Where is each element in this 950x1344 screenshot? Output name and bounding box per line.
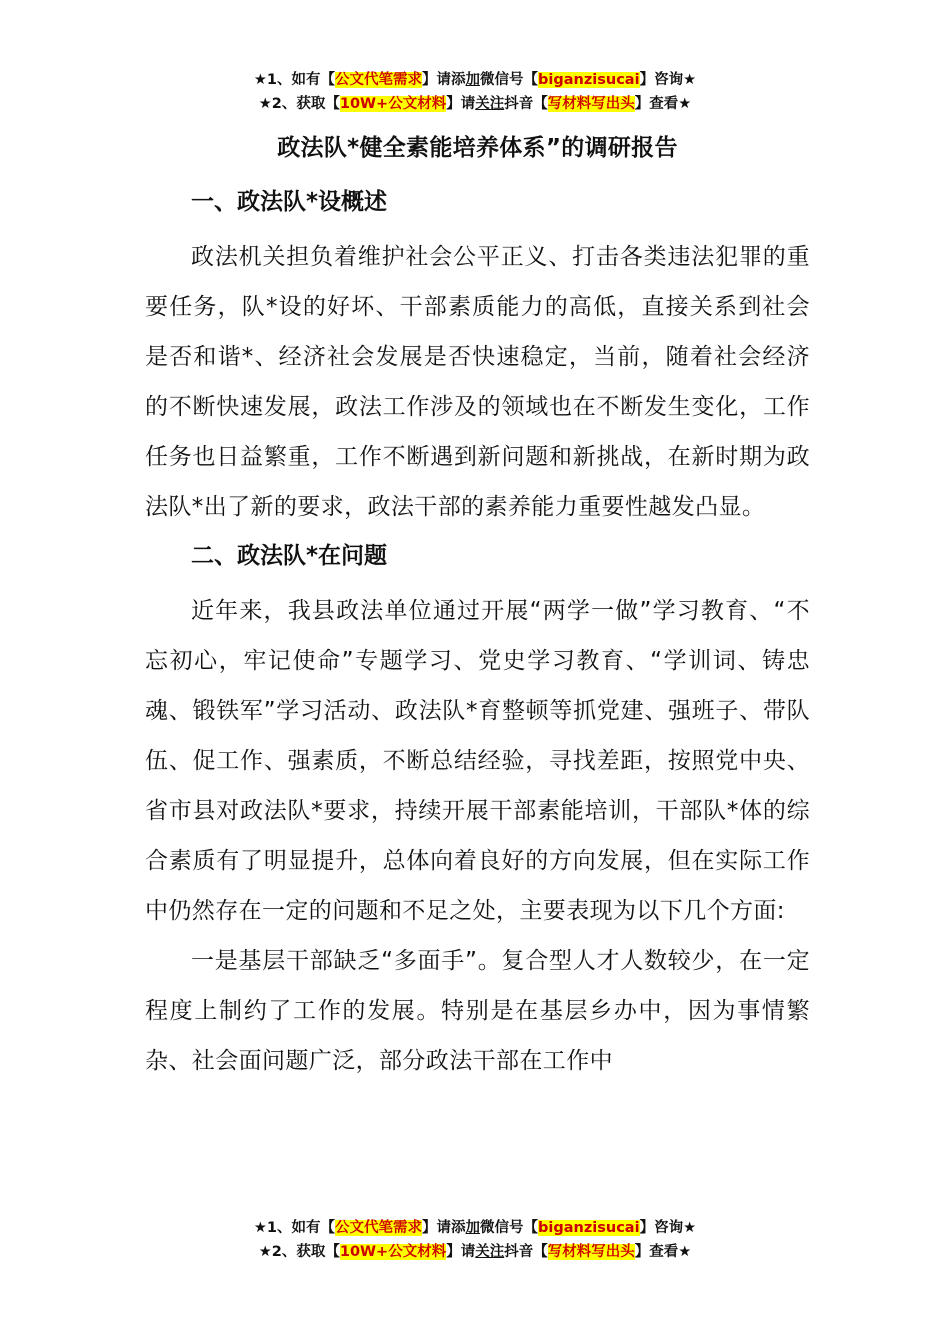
- banner-highlight: 公文代笔需求: [335, 1220, 423, 1236]
- banner-text: 微信号【: [480, 1220, 539, 1236]
- banner-text: 】查看★: [634, 1244, 692, 1260]
- banner-text: 】请添: [422, 72, 466, 88]
- banner-text: 抖音【: [504, 1244, 548, 1260]
- banner-highlight: biganzisucai: [538, 1220, 640, 1236]
- banner-underline: 加: [465, 1220, 481, 1236]
- banner-text: 】请: [446, 96, 476, 112]
- banner-text: ★1、如有【: [253, 72, 336, 88]
- banner-line-1: [0, 68, 950, 92]
- banner-text: 】查看★: [634, 96, 692, 112]
- banner-line-1: [0, 1216, 950, 1240]
- banner-text: 】咨询★: [639, 1220, 697, 1236]
- banner-highlight: 10W+公文材料: [339, 1244, 447, 1260]
- banner-text: 抖音【: [504, 96, 548, 112]
- header-banner: [0, 68, 950, 116]
- section-heading-2: 二、政法队*在问题: [191, 543, 388, 569]
- banner-text: ★2、获取【: [258, 1244, 340, 1260]
- document-title: 政法队*健全素能培养体系”的调研报告: [277, 135, 678, 161]
- banner-text: 】咨询★: [639, 72, 697, 88]
- banner-line-2: [0, 92, 950, 116]
- section-heading-1: 一、政法队*设概述: [191, 189, 388, 215]
- banner-highlight: 10W+公文材料: [339, 96, 447, 112]
- banner-text: ★1、如有【: [253, 1220, 336, 1236]
- banner-text: 】请添: [422, 1220, 466, 1236]
- banner-highlight: biganzisucai: [538, 72, 640, 88]
- banner-text: ★2、获取【: [258, 96, 340, 112]
- banner-line-2: [0, 1240, 950, 1264]
- banner-text: 】请: [446, 1244, 476, 1260]
- section-1-paragraph: 政法机关担负着维护社会公平正义、打击各类违法犯罪的重要任务，队*设的好坏、干部素质能力的高低，直接关系到社会是否和谐*、经济社会发展是否快速稳定，当前，随着社会经济的不断快速发展，政法工作涉及的领域也在不断发生变化，工作任务也日益繁重，工作不断遇到新问题和新挑战，在新时期为政法队*出了新的要求，政法干部的素养能力重要性越发凸显。: [145, 244, 810, 520]
- section-2-paragraph-1: 近年来，我县政法单位通过开展“两学一做”学习教育、“不忘初心，牢记使命”专题学习、党史学习教育、“学训词、铸忠魂、锻铁军”学习活动、政法队*育整顿等抓党建、强班子、带队伍、促工作、强素质，不断总结经验，寻找差距，按照党中央、省市县对政法队*要求，持续开展干部素能培训，干部队*体的综合素质有了明显提升，总体向着良好的方向发展，但在实际工作中仍然存在一定的问题和不足之处，主要表现为以下几个方面:: [145, 598, 810, 924]
- footer-banner: [0, 1216, 950, 1264]
- banner-highlight: 公文代笔需求: [335, 72, 423, 88]
- banner-underline: 关注: [475, 96, 505, 112]
- banner-text: 微信号【: [480, 72, 539, 88]
- document-body: [145, 128, 810, 1086]
- banner-underline: 关注: [475, 1244, 505, 1260]
- banner-highlight: 写材料写出头: [547, 1244, 635, 1260]
- section-2-paragraph-2: 一是基层干部缺乏“多面手”。复合型人才人数较少，在一定程度上制约了工作的发展。特别是在基层乡办中，因为事情繁杂、社会面问题广泛，部分政法干部在工作中: [145, 948, 810, 1074]
- banner-underline: 加: [465, 72, 481, 88]
- banner-highlight: 写材料写出头: [547, 96, 635, 112]
